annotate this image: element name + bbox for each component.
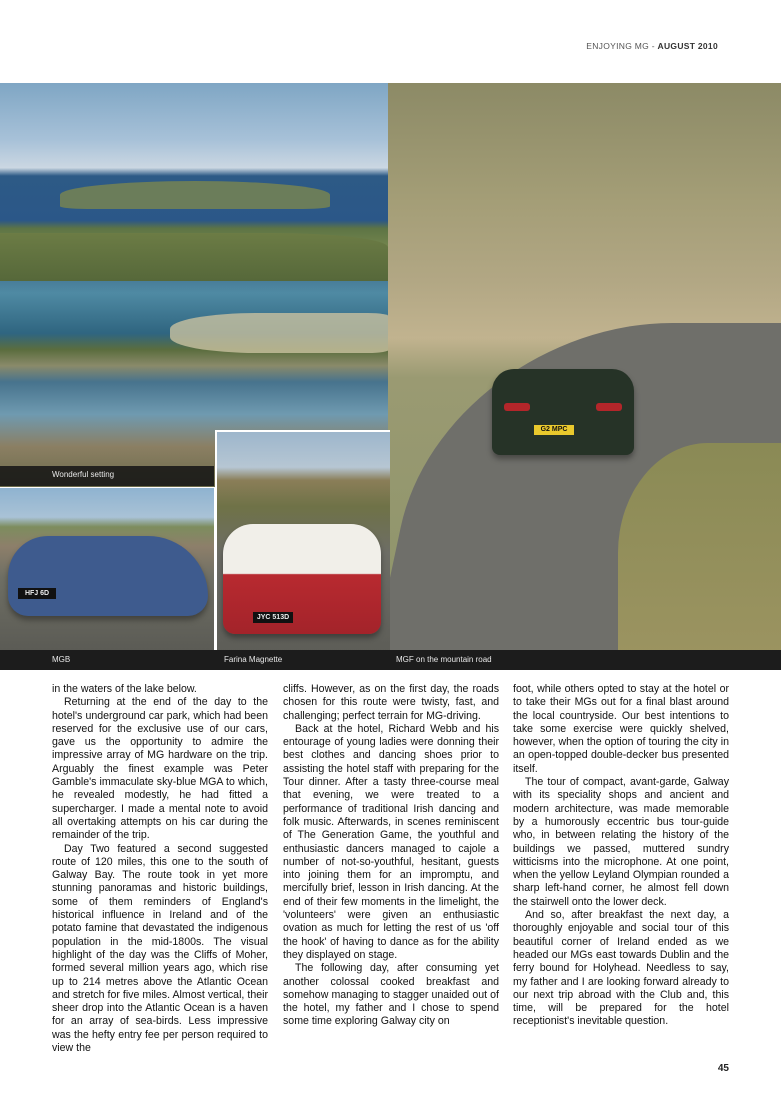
paragraph: Day Two featured a second suggested route of 120 miles, this one to the south of Galway Bay. The route took in yet more stunning panoramas and historic buildings, some of them reminders of England's historical influence in Ireland and of the potato famine that devastated the indigenous population in the mid-1800s. The visual highlight of the day was the Cliffs of Moher, formed several million years ago, which rise up to 214 metres above the Atlantic Ocean and stretch for five miles. Almost vertical, their sheer drop into the Atlantic Ocean is a haven for an array of sea-birds. Less impressive was the hefty entry fee per person required to view the — [52, 842, 268, 1055]
headland-shape — [0, 233, 388, 281]
running-header — [586, 41, 718, 51]
header-issue: AUGUST 2010 — [657, 41, 718, 51]
caption-wonderful-setting: Wonderful setting — [0, 466, 214, 486]
farina-magnette-photo — [215, 430, 390, 652]
farina-car — [223, 524, 381, 634]
caption-mgf: MGF on the mountain road — [396, 655, 492, 664]
paragraph: Returning at the end of the day to the hotel's underground car park, which had been reserved for the exclusive use of our cars, gave us the opportunity to admire the impressive array of MG hardware on the trip. Arguably the finest example was Peter Gamble's immaculate sky-blue MGA to which, he revealed modestly, he had fitted a supercharger. I made a mental note to avoid all overtaking attempts on his car during the remainder of the trip. — [52, 696, 268, 842]
caption-farina: Farina Magnette — [224, 655, 283, 664]
caption-mgb: MGB — [52, 655, 71, 664]
shore-shape — [170, 313, 388, 353]
farina-plate: JYC 513D — [253, 612, 293, 623]
mgb-car — [8, 536, 208, 616]
page-number: 45 — [717, 1063, 729, 1074]
article-column-2 — [283, 683, 499, 1029]
header-section: ENJOYING MG - — [586, 41, 655, 51]
article-column-1 — [52, 683, 268, 1055]
mgf-car — [492, 369, 634, 455]
mgb-photo — [0, 488, 214, 650]
paragraph: And so, after breakfast the next day, a thoroughly enjoyable and social tour of this beautiful corner of Ireland ended as we headed our MGs east towards Dublin and the ferry bound for Holyhead. Needless to say, my father and I are looking forward already to our next trip abroad with the Club and, this time, will be prepared for the hotel receptionist's inevitable question. — [513, 909, 729, 1028]
article-column-3 — [513, 683, 729, 1029]
mgb-plate: HFJ 6D — [18, 588, 56, 599]
paragraph: The following day, after consuming yet another colossal cooked breakfast and somehow managing to stagger unaided out of the hotel, my father and I chose to spend some time exploring Galway city on — [283, 962, 499, 1028]
paragraph: in the waters of the lake below. — [52, 683, 197, 695]
paragraph: cliffs. However, as on the first day, the roads chosen for this route were twisty, fast, and challenging; perfect terrain for MG-driving. — [283, 683, 499, 722]
caption-bar — [0, 650, 781, 670]
wonderful-setting-photo — [0, 83, 388, 487]
tail-lamp-left — [504, 403, 530, 411]
tail-lamp-right — [596, 403, 622, 411]
paragraph: The tour of compact, avant-garde, Galway with its speciality shops and ancient and modern architecture, was made memorable by a humorously eccentric bus tour-guide who, in between relating the history of the buildings we passed, muttered sundry witticisms into the microphone. At one point, when the yellow Leyland Olympian rounded a sharp left-hand corner, he almost fell down the stairwell onto the lower deck. — [513, 776, 729, 908]
mgf-photo — [388, 83, 781, 650]
island-shape — [60, 181, 330, 209]
paragraph: Back at the hotel, Richard Webb and his entourage of young ladies were donning their best clothes and dancing shoes prior to assisting the hotel staff with preparing for the Tour dinner. After a tasty three-course meal that evening, we were treated to a performance of traditional Irish dancing and folk music. Afterwards, in scenes reminiscent of The Generation Game, the youthful and enthusiastic dancers managed to cajole a number of not-so-youthful, hesitant, guests into joining them for an impromptu, and mercifully brief, lesson in Irish dancing. At the end of their few moments in the limelight, the 'volunteers' were given an enthusiastic ovation as much for letting the rest of us 'off the hook' of having to dance as for the ability they displayed on stage. — [283, 722, 499, 961]
paragraph: foot, while others opted to stay at the hotel or to take their MGs out for a final blast around the local countryside. Our best intentions to take some exercise were quickly shelved, however, when the option of touring the city in an open-topped double-decker bus presented itself. — [513, 683, 729, 775]
mgf-plate: G2 MPC — [534, 425, 574, 435]
